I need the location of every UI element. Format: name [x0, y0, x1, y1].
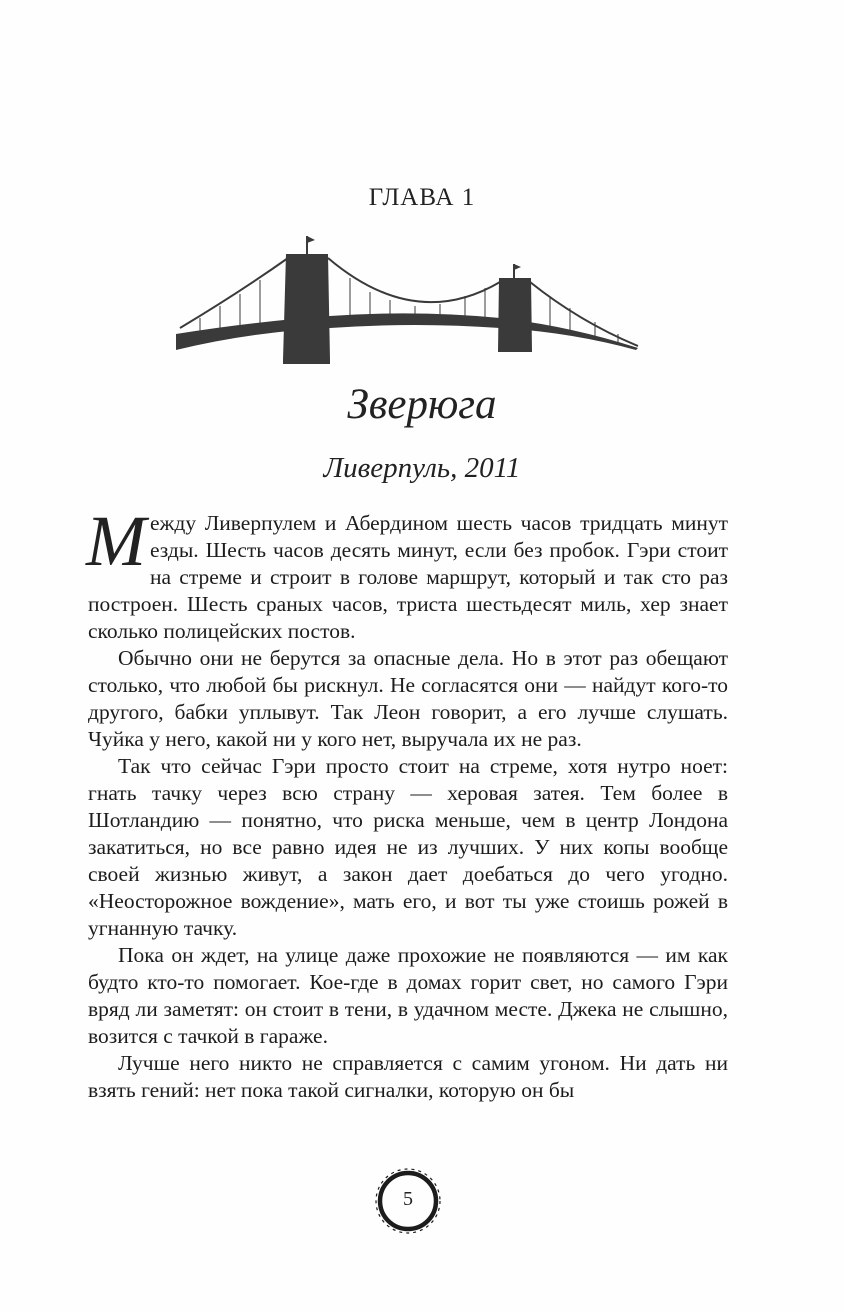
- drop-cap: М: [86, 501, 146, 581]
- paragraph: Лучше него никто не справляется с самим угоном. Ни дать ни взять гений: нет пока такой сигналки, которую он бы: [88, 1051, 728, 1102]
- page-number: 5: [403, 1188, 413, 1210]
- paragraph: Пока он ждет, на улице даже прохожие не появляются — им как будто кто-то помогает. Кое-где в домах горит свет, но самого Гэри вряд ли заметят: он стоит в тени, в удачном месте. Джека не слышно, возится с тачкой в гараже.: [88, 943, 728, 1048]
- paragraph: Так что сейчас Гэри просто стоит на стреме, хотя нутро ноет: гнать тачку через всю страну — херовая затея. Тем более в Шотландию — понятно, что риска меньше, чем в центр Лондона закатиться, но все равно идея не из лучших. У них копы вообще своей жизнью живут, а закон дает доебаться до чего угодно. «Неосторожное вождение», мать его, и вот ты уже стоишь рожей в угнанную тачку.: [88, 754, 728, 940]
- paragraph-text: ежду Ливерпулем и Абердином шесть часов тридцать минут езды. Шесть часов десять минут, если без пробок. Гэри стоит на стреме и строит в голове маршрут, который и так сто раз построен. Шесть сраных часов, триста шестьдесят миль, хер знает сколько полицейских постов.: [88, 511, 728, 643]
- paragraph: [86, 501, 728, 645]
- chapter-body: [86, 501, 728, 1104]
- chapter-title: Зверюга: [347, 381, 497, 428]
- bridge-illustration: [170, 232, 644, 368]
- page-number-badge: [373, 1166, 443, 1236]
- chapter-subtitle: Ливерпуль, 2011: [323, 452, 521, 484]
- chapter-label: ГЛАВА 1: [368, 184, 476, 211]
- paragraph: Обычно они не берутся за опасные дела. Но в этот раз обещают столько, что любой бы рискнул. Не согласятся они — найдут кого-то другого, бабки уплывут. Так Леон говорит, а его лучше слушать. Чуйка у него, какой ни у кого нет, выручала их не раз.: [88, 646, 728, 751]
